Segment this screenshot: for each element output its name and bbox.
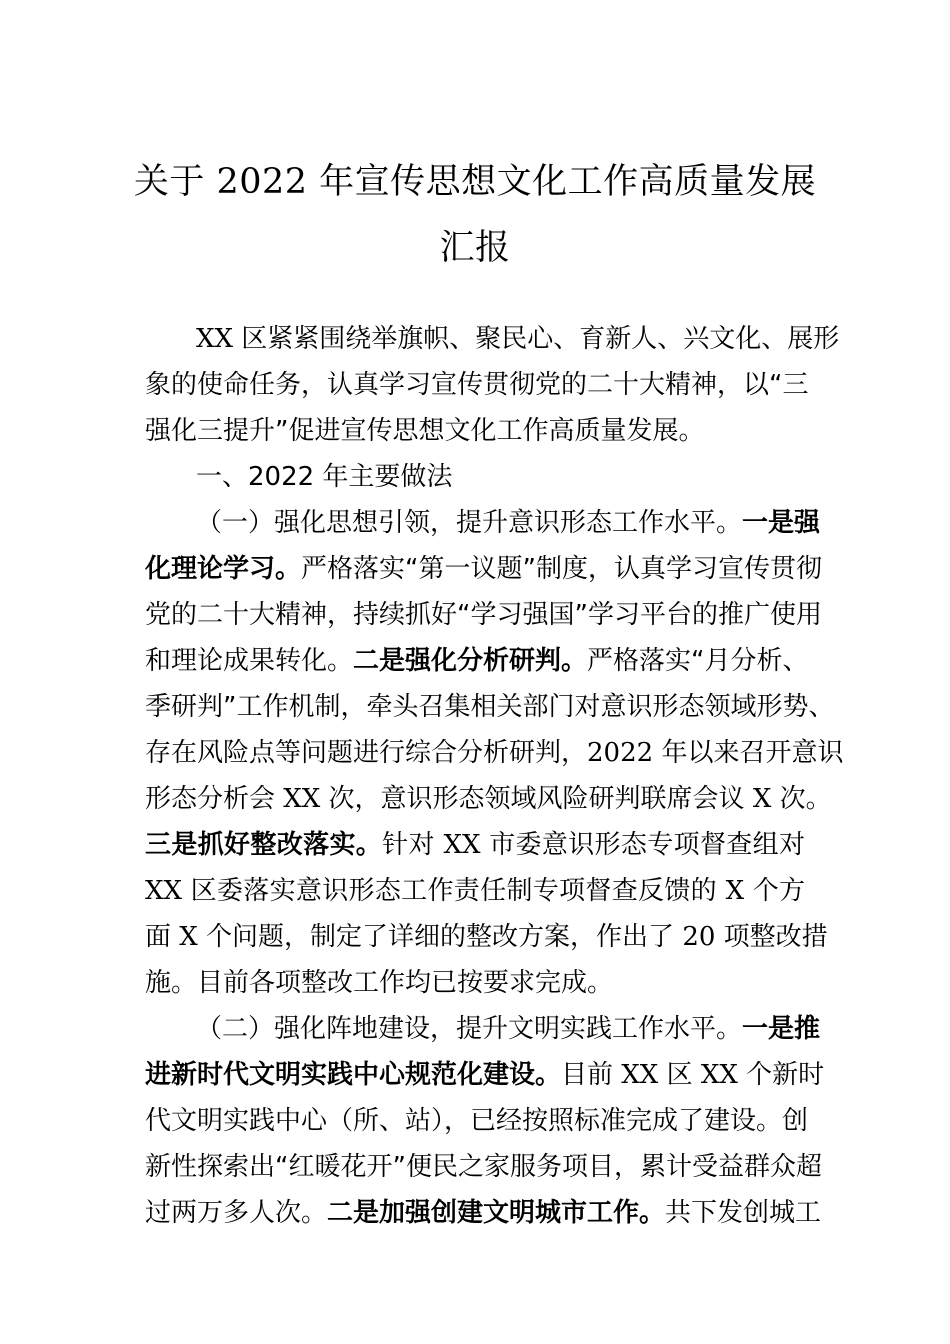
bold-run: 二是加强创建文明城市工作。 — [327, 1198, 666, 1228]
text-run: 区 — [658, 1060, 701, 1090]
body-line-18 — [145, 1104, 809, 1138]
document-title-line-2: 汇报 — [439, 228, 511, 268]
text-run: 一、2022 年主要做法 — [196, 462, 453, 492]
text-run: 年以来召开意识 — [653, 738, 844, 768]
body-line-14 — [145, 920, 828, 954]
text-run: 面 — [145, 922, 180, 952]
text-run: 和理论成果转化。 — [145, 646, 354, 676]
text-run: 区紧紧围绕举旗帜、聚民心、育新人、兴文化、展形 — [233, 324, 840, 354]
text-run: 区委落实意识形态工作责任制专项督查反馈的 — [182, 876, 726, 906]
body-line-3 — [145, 414, 704, 448]
body-line-7 — [145, 598, 822, 632]
body-line-9 — [145, 690, 835, 724]
body-line-16 — [196, 1012, 821, 1046]
body-line-13 — [145, 874, 805, 908]
text-run: 个新时 — [737, 1060, 825, 1090]
text-run: 党的二十大精神，持续抓好“学习强国”学习平台的推广使用 — [145, 600, 822, 630]
body-line-10 — [145, 736, 844, 770]
text-run: 强化三提升”促进宣传思想文化工作高质量发展。 — [145, 416, 705, 446]
text-run: 存在风险点等问题进行综合分析研判， — [145, 738, 588, 768]
text-run: 季研判”工作机制，牵头召集相关部门对意识形态领域形势、 — [145, 692, 835, 722]
body-line-19 — [145, 1150, 822, 1184]
text-run: XX — [283, 784, 321, 814]
text-run: 过两万多人次。 — [145, 1198, 328, 1228]
body-line-6 — [145, 552, 822, 586]
body-line-5 — [196, 506, 821, 540]
text-run: 次，意识形态领域风险研判联席会议 — [320, 784, 753, 814]
body-line-12 — [145, 828, 805, 862]
text-run: 严格落实“第一议题”制度，认真学习宣传贯彻 — [301, 554, 822, 584]
body-line-20 — [145, 1196, 821, 1230]
body-line-8 — [145, 644, 809, 678]
section-heading-1 — [196, 460, 452, 494]
text-run: 市委意识形态专项督查组对 — [480, 830, 806, 860]
text-run: 形态分析会 — [145, 784, 284, 814]
text-run: 项整改措 — [715, 922, 828, 952]
text-run: XX — [196, 324, 234, 354]
text-run: XX — [145, 876, 183, 906]
text-run: 施。目前各项整改工作均已按要求完成。 — [145, 968, 614, 998]
text-run: 新性探索出“红暖花开”便民之家服务项目，累计受益群众超 — [145, 1152, 822, 1182]
text-run: XX — [443, 830, 481, 860]
text-run: （二）强化阵地建设，提升文明实践工作水平。 — [196, 1014, 743, 1044]
bold-run: 二是强化分析研判。 — [353, 646, 588, 676]
text-run: 个方 — [744, 876, 806, 906]
text-run: X — [725, 876, 745, 906]
body-line-11 — [145, 782, 832, 816]
bold-run: 化理论学习。 — [145, 554, 302, 584]
text-run: 20 — [682, 922, 716, 952]
text-run: XX — [621, 1060, 659, 1090]
bold-run: 三是抓好整改落实。 — [145, 830, 383, 860]
text-run: X — [179, 922, 198, 952]
text-run: 象的使命任务，认真学习宣传贯彻党的二十大精神，以“三 — [145, 370, 809, 400]
text-run: XX — [700, 1060, 738, 1090]
bold-run: 进新时代文明实践中心规范化建设。 — [145, 1060, 562, 1090]
body-line-15 — [145, 966, 613, 1000]
text-run: 2022 — [587, 738, 654, 768]
bold-run: 一是强 — [742, 508, 821, 538]
text-run: 目前 — [561, 1060, 622, 1090]
text-run: X — [752, 784, 772, 814]
body-line-2 — [145, 368, 809, 402]
text-run: 个问题，制定了详细的整改方案，作出了 — [197, 922, 683, 952]
body-line-17 — [145, 1058, 825, 1092]
document-title-line-1: 关于 2022 年宣传思想文化工作高质量发展 — [133, 162, 817, 202]
text-run: 针对 — [382, 830, 444, 860]
text-run: 严格落实“月分析、 — [587, 646, 809, 676]
body-line-1 — [196, 322, 840, 356]
text-run: 次。 — [771, 784, 832, 814]
text-run: （一）强化思想引领，提升意识形态工作水平。 — [196, 508, 743, 538]
text-run: 共下发创城工 — [665, 1198, 822, 1228]
text-run: 代文明实践中心（所、站），已经按照标准完成了建设。创 — [145, 1106, 809, 1136]
bold-run: 一是推 — [742, 1014, 821, 1044]
